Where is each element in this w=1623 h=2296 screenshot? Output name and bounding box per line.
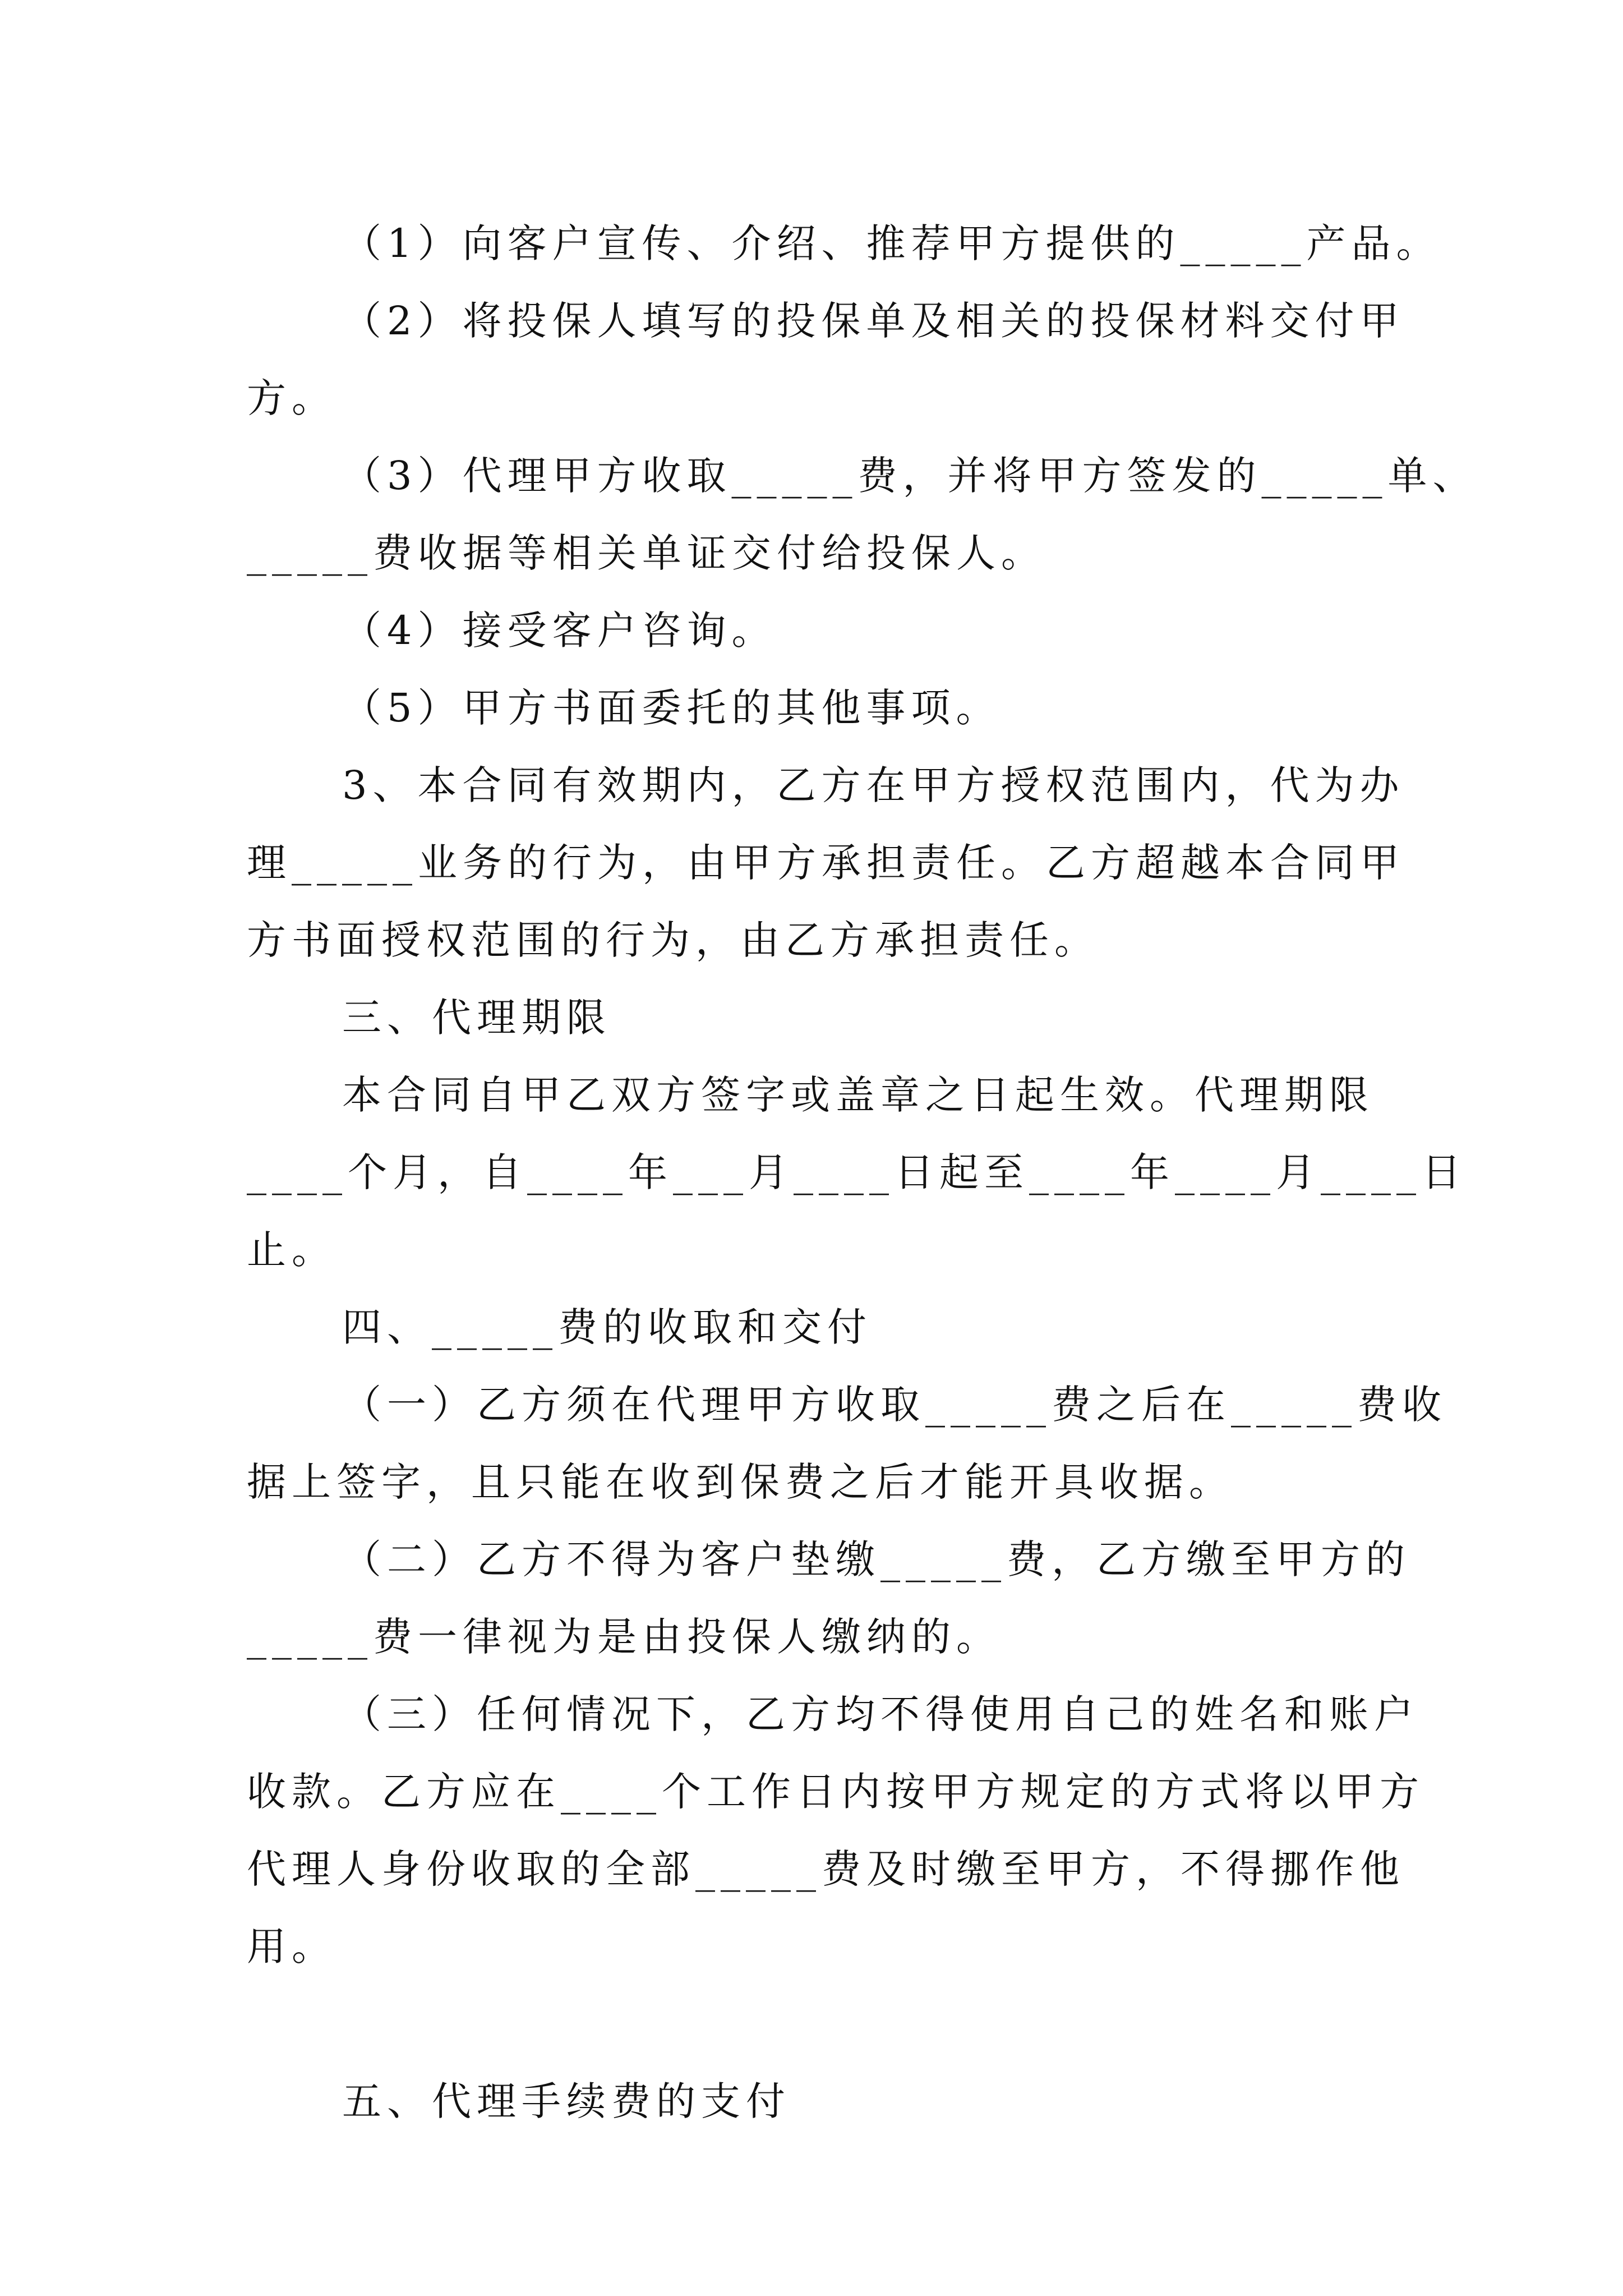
- text-line: _____费收据等相关单证交付给投保人。: [247, 530, 1046, 576]
- section-heading: 四、_____费的收取和交付: [342, 1304, 872, 1350]
- text-line: 3、本合同有效期内，乙方在甲方授权范围内，代为办: [342, 762, 1405, 808]
- text-line: 方书面授权范围的行为，由乙方承担责任。: [247, 917, 1099, 963]
- text-line: 方。: [247, 375, 336, 421]
- document-body: [247, 205, 1478, 2140]
- text-line: 理_____业务的行为，由甲方承担责任。乙方超越本合同甲: [247, 840, 1405, 886]
- text-line: 本合同自甲乙双方签字或盖章之日起生效。代理期限: [342, 1072, 1374, 1118]
- section-heading: 五、代理手续费的支付: [342, 2078, 791, 2124]
- paragraph-gap: [247, 1985, 1391, 2063]
- text-line: （5）甲方书面委托的其他事项。: [342, 685, 1001, 731]
- text-line: 代理人身份收取的全部_____费及时缴至甲方，不得挪作他: [247, 1846, 1405, 1892]
- section-heading: 三、代理期限: [342, 995, 611, 1041]
- text-line: _____费一律视为是由投保人缴纳的。: [247, 1614, 1001, 1660]
- text-line: （1）向客户宣传、介绍、推荐甲方提供的_____产品。: [342, 220, 1441, 266]
- text-line: 用。: [247, 1924, 336, 1970]
- text-line: （一）乙方须在代理甲方收取_____费之后在_____费收: [342, 1382, 1447, 1428]
- text-line: ____个月，自____年___月____日起至____年____月____日: [247, 1149, 1467, 1195]
- text-line: （4）接受客户咨询。: [342, 608, 777, 654]
- text-line: （二）乙方不得为客户垫缴_____费，乙方缴至甲方的: [342, 1536, 1410, 1582]
- text-line: 收款。乙方应在____个工作日内按甲方规定的方式将以甲方: [247, 1769, 1424, 1815]
- text-line: （三）任何情况下，乙方均不得使用自己的姓名和账户: [342, 1691, 1419, 1737]
- text-line: （2）将投保人填写的投保单及相关的投保材料交付甲: [342, 298, 1405, 344]
- text-line: （3）代理甲方收取_____费，并将甲方签发的_____单、: [342, 453, 1478, 499]
- text-line: 止。: [247, 1227, 336, 1273]
- text-line: 据上签字，且只能在收到保费之后才能开具收据。: [247, 1459, 1234, 1505]
